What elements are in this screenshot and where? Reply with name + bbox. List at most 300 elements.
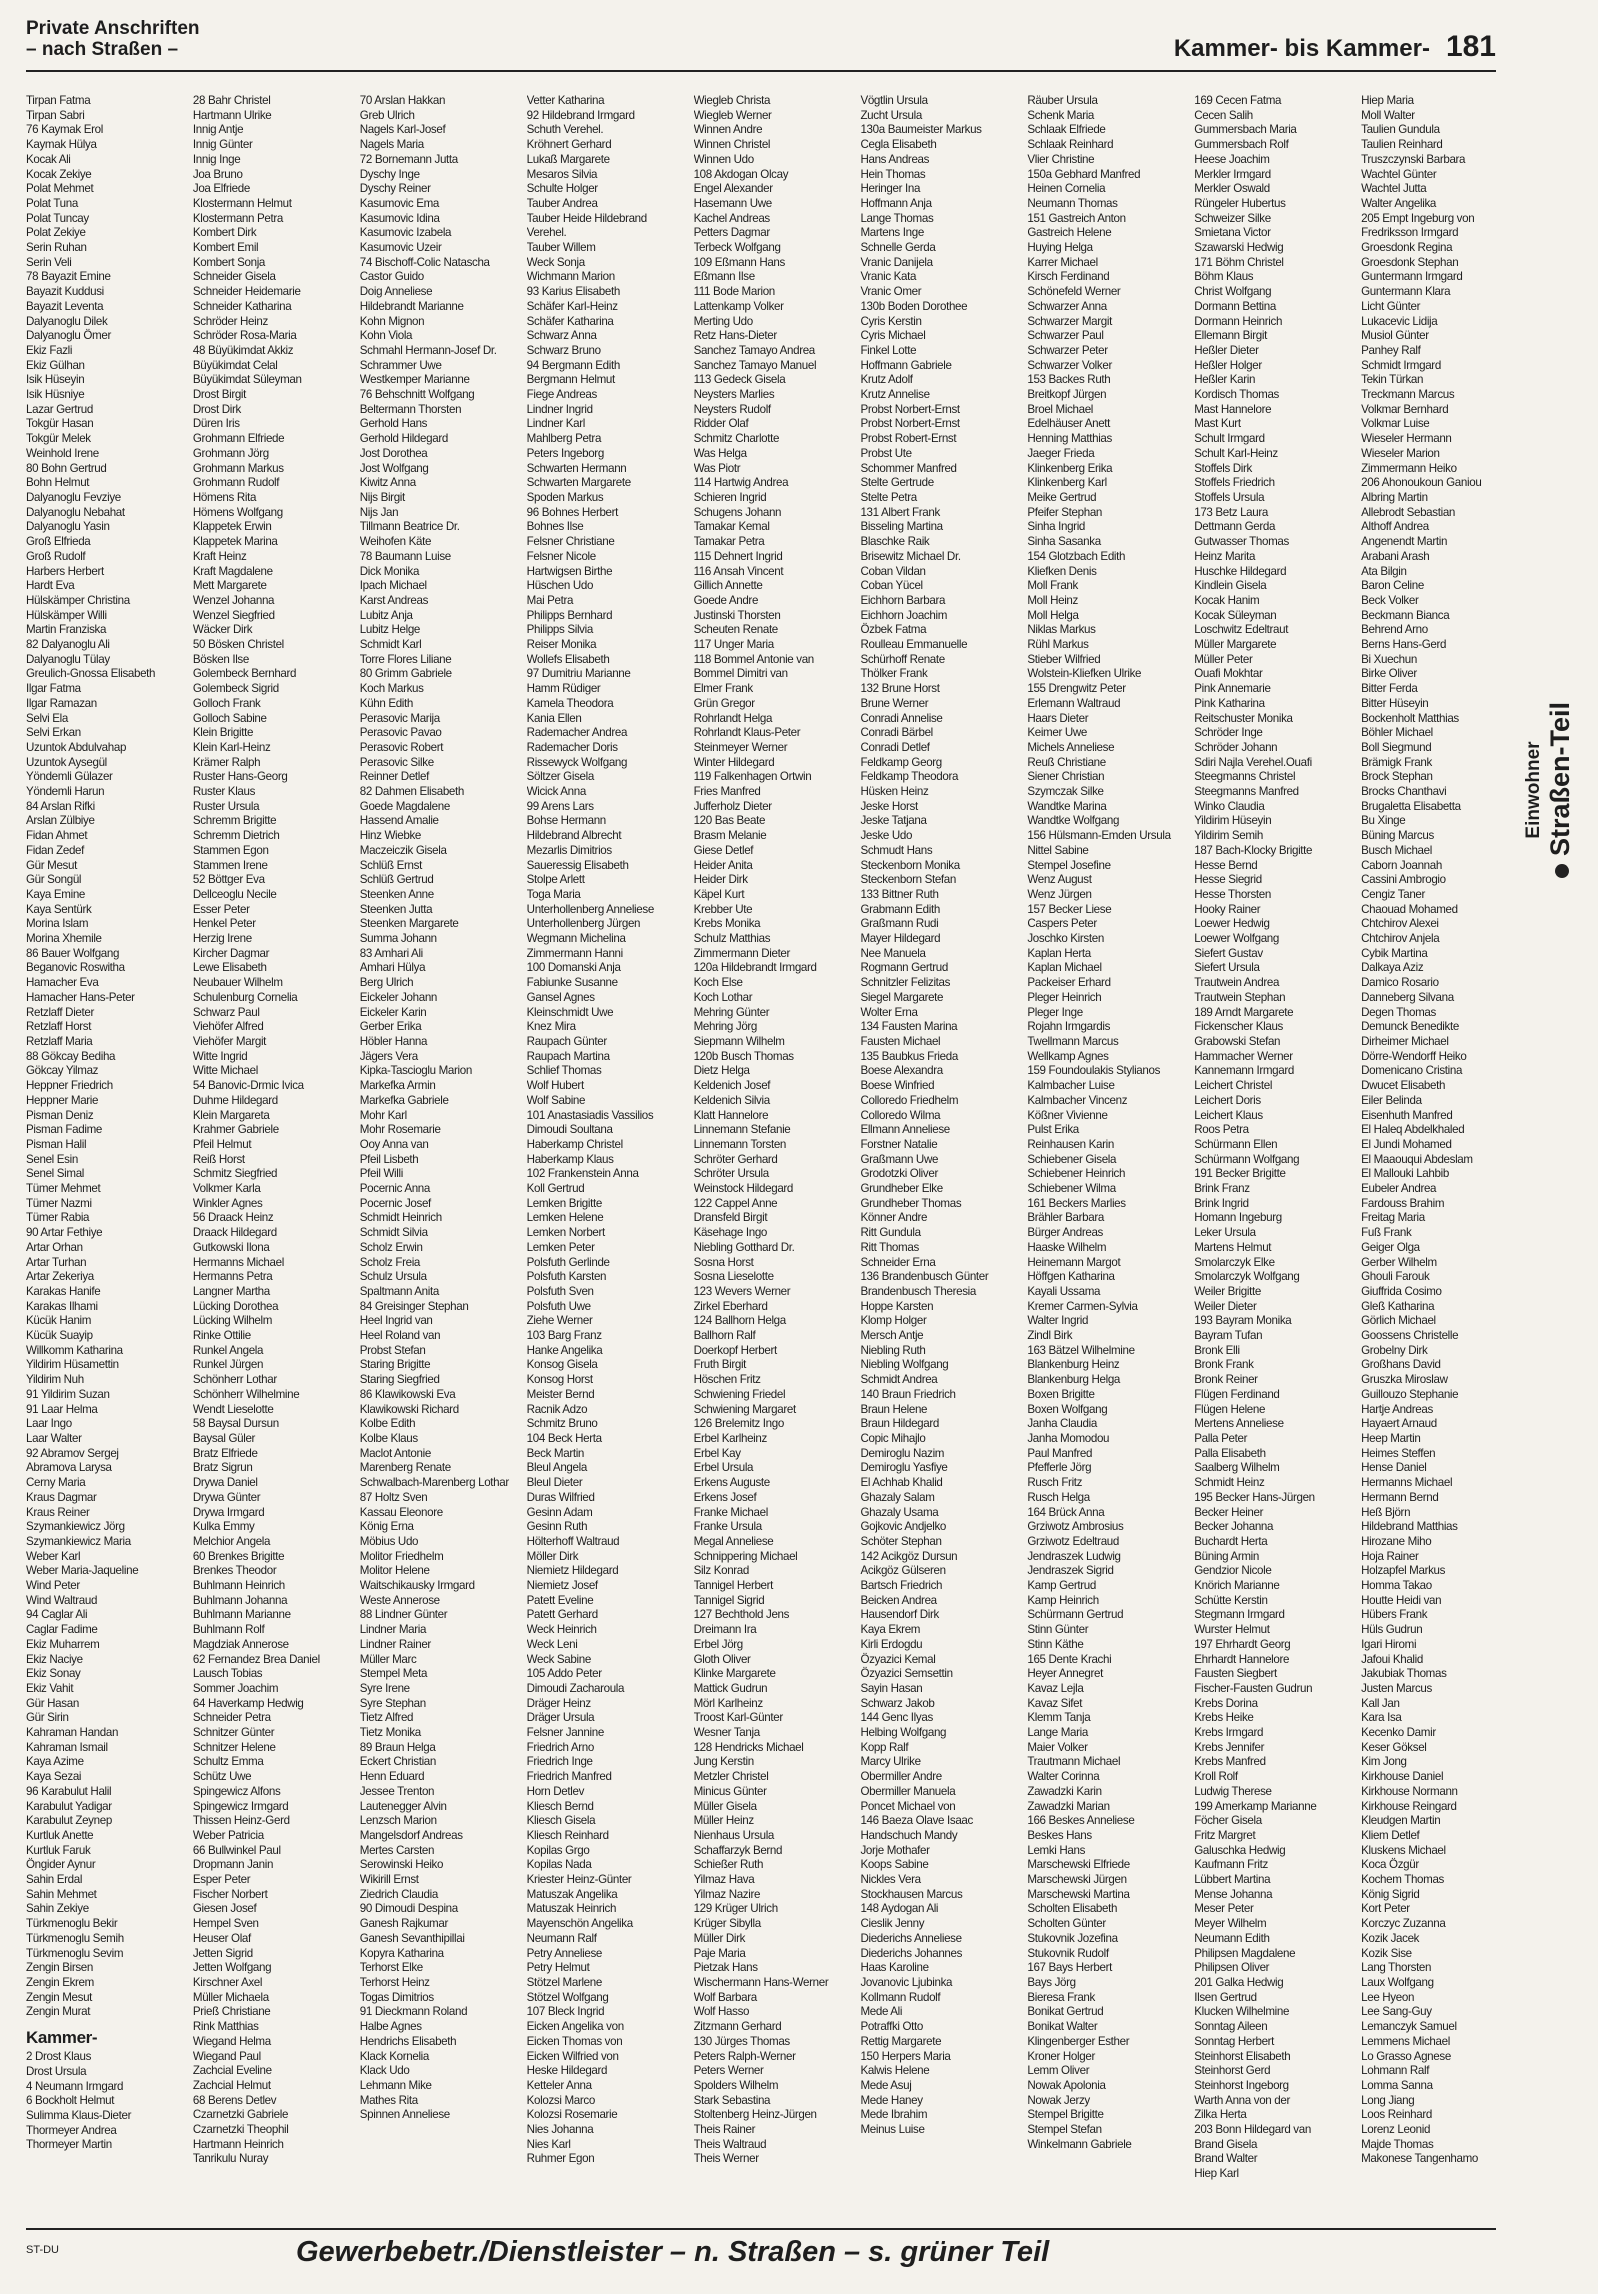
directory-entry: Özyazici Kemal [860, 1652, 936, 1666]
directory-entry: Probst Ute [860, 446, 912, 460]
directory-entry: Hamacher Eva [26, 976, 99, 990]
directory-entry: 150a Gebhard Manfred [1027, 167, 1141, 181]
directory-entry: Lorenz Leonid [1361, 2123, 1431, 2137]
directory-entry: 134 Fausten Marina [860, 1020, 958, 1034]
directory-entry: Artar Zekeriya [26, 1270, 94, 1284]
directory-entry: Tannigel Herbert [693, 1579, 774, 1593]
directory-entry: Buhlmann Rolf [192, 1623, 265, 1637]
directory-entry: Schiebener Wilma [1027, 1182, 1116, 1196]
directory-entry: Krüger Sibylla [693, 1917, 761, 1931]
directory-entry: Klomp Holger [860, 1314, 927, 1328]
directory-entry: Heske Hildegard [526, 2064, 608, 2078]
directory-entry: El Maaouqui Abdeslam [1361, 1152, 1473, 1166]
directory-entry: Dyschy Inge [359, 167, 420, 181]
directory-entry: Lubitz Anja [359, 608, 413, 622]
directory-entry: Schnitzler Felizitas [860, 976, 951, 990]
directory-entry: Kohn Mignon [359, 314, 425, 328]
directory-entry: Selvi Ela [26, 711, 68, 725]
directory-entry: Hildebrandt Marianne [359, 299, 464, 313]
directory-entry: Büning Marcus [1361, 829, 1434, 843]
directory-entry: Ganesh Sevanthipillai [359, 1931, 465, 1945]
directory-entry: Steenken Jutta [359, 902, 433, 916]
directory-entry: Martens Inge [860, 226, 924, 240]
directory-entry: Henkel Peter [192, 917, 256, 931]
directory-entry: 189 Arndt Margarete [1194, 1005, 1294, 1019]
directory-entry: Grziwotz Edeltraud [1027, 1534, 1119, 1548]
directory-column [527, 94, 692, 2212]
directory-entry: Winnen Udo [693, 152, 754, 166]
directory-entry: Chtchirov Alexei [1361, 917, 1439, 931]
directory-entry: Siegel Margarete [860, 990, 944, 1004]
directory-entry: Vranic Danijela [860, 255, 933, 269]
directory-entry: Trautwein Andrea [1194, 976, 1280, 990]
directory-entry: Weihofen Käte [359, 535, 432, 549]
directory-entry: Wegmann Michelina [526, 932, 626, 946]
directory-entry: Tanrikulu Nuray [192, 2152, 269, 2166]
directory-entry: Warth Anna von der [1194, 2093, 1290, 2107]
directory-entry: 88 Lindner Günter [359, 1608, 448, 1622]
directory-entry: Perasovic Pavao [359, 726, 442, 740]
directory-entry: Mersch Antje [860, 1329, 924, 1343]
directory-entry: Gutwasser Thomas [1194, 535, 1289, 549]
directory-entry: Knörich Marianne [1194, 1579, 1280, 1593]
directory-entry: Hasemann Uwe [693, 196, 772, 210]
directory-entry: Domenicano Cristina [1361, 1064, 1463, 1078]
directory-entry: Handschuch Mandy [860, 1828, 958, 1842]
directory-entry: Schiebener Heinrich [1027, 1167, 1126, 1181]
directory-entry: Kliesch Reinhard [526, 1828, 609, 1842]
directory-entry: Giese Detlef [693, 843, 754, 857]
directory-entry: Schlüß Gertrud [359, 873, 434, 887]
directory-entry: Linnemann Stefanie [693, 1123, 791, 1137]
directory-entry: Winter Hildegard [693, 755, 775, 769]
directory-entry: Schlaak Elfriede [1027, 123, 1106, 137]
directory-entry: Sanchez Tamayo Manuel [693, 358, 817, 372]
directory-entry: Lindner Karl [526, 417, 585, 431]
directory-entry: Szymankiewicz Jörg [26, 1520, 125, 1534]
directory-entry: Leker Ursula [1194, 1226, 1256, 1240]
directory-entry: Mast Hannelore [1194, 402, 1272, 416]
directory-entry: 151 Gastreich Anton [1027, 211, 1126, 225]
directory-entry: Brandenbusch Theresia [860, 1284, 976, 1298]
directory-entry: Lee Hyeon [1361, 1990, 1415, 2004]
directory-entry: Dalyanoglu Nebahat [26, 505, 125, 519]
directory-entry: Sonntag Aileen [1194, 2020, 1268, 2034]
directory-entry: Eiler Belinda [1361, 1093, 1422, 1107]
directory-entry: Jessee Trenton [359, 1784, 435, 1798]
directory-entry: Rüngeler Hubertus [1194, 196, 1286, 210]
directory-entry: Beckmann Bianca [1361, 608, 1450, 622]
directory-entry: 64 Haverkamp Hedwig [192, 1696, 304, 1710]
directory-entry: Tillmann Beatrice Dr. [359, 520, 460, 534]
directory-entry: Mertens Anneliese [1194, 1417, 1284, 1431]
directory-entry: Birke Oliver [1361, 667, 1417, 681]
directory-entry: Merkler Oswald [1194, 182, 1270, 196]
directory-entry: Molitor Friedhelm [359, 1549, 444, 1563]
directory-entry: Henn Eduard [359, 1770, 425, 1784]
directory-entry: Thissen Heinz-Gerd [192, 1814, 290, 1828]
directory-entry: Klostermann Petra [192, 211, 283, 225]
directory-entry: Gür Sirin [26, 1711, 69, 1725]
directory-entry: Ketteler Anna [526, 2078, 592, 2092]
directory-entry: 93 Karius Elisabeth [526, 285, 620, 299]
directory-entry: Doerkopf Herbert [693, 1343, 777, 1357]
directory-entry: Janha Momodou [1027, 1431, 1110, 1445]
directory-entry: Krahmer Gabriele [192, 1123, 279, 1137]
directory-entry: Colloredo Friedhelm [860, 1093, 959, 1107]
directory-entry: Sayin Hasan [860, 1681, 923, 1695]
directory-entry: Meyer Wilhelm [1194, 1917, 1267, 1931]
directory-entry: Nagels Karl-Josef [359, 123, 446, 137]
directory-entry: Huying Helga [1027, 241, 1093, 255]
directory-entry: Kaya Ekrem [860, 1623, 921, 1637]
directory-entry: Kremer Carmen-Sylvia [1027, 1299, 1138, 1313]
directory-entry: Pisman Deniz [26, 1108, 94, 1122]
directory-entry: Steenken Margarete [359, 917, 459, 931]
directory-entry: Perasovic Silke [359, 755, 434, 769]
directory-entry: Joa Bruno [192, 167, 243, 181]
directory-entry: Stoltenberg Heinz-Jürgen [693, 2108, 817, 2122]
directory-entry: Herzig Irene [192, 932, 252, 946]
directory-entry: Söltzer Gisela [526, 770, 594, 784]
directory-entry: Stempel Josefine [1027, 858, 1111, 872]
directory-entry: Goede Andre [693, 593, 759, 607]
directory-entry: 136 Brandenbusch Günter [860, 1270, 989, 1284]
directory-entry: 157 Becker Liese [1027, 902, 1112, 916]
directory-entry: Grohmann Jörg [192, 446, 269, 460]
directory-entry: Eickeler Karin [359, 1005, 427, 1019]
directory-entry: Janha Claudia [1027, 1417, 1097, 1431]
directory-entry: Kassau Eleonore [359, 1505, 443, 1519]
directory-entry: Wachtel Jutta [1361, 182, 1427, 196]
directory-entry: Cybik Martina [1361, 946, 1428, 960]
directory-entry: Klawikowski Richard [359, 1402, 459, 1416]
directory-entry: Ekiz Vahit [26, 1681, 74, 1695]
directory-entry: Weber Patricia [192, 1828, 264, 1842]
directory-entry: Trautmann Michael [1027, 1755, 1121, 1769]
directory-entry: Neumann Ralf [526, 1931, 597, 1945]
directory-entry: Bronk Frank [1194, 1358, 1254, 1372]
directory-entry: Syre Irene [359, 1681, 410, 1695]
directory-entry: Schneider Heidemarie [192, 285, 301, 299]
directory-entry: Silz Konrad [693, 1564, 750, 1578]
directory-entry: Bohn Helmut [26, 476, 90, 490]
directory-entry: 52 Böttger Eva [192, 873, 265, 887]
directory-entry: Stegmann Irmgard [1194, 1608, 1285, 1622]
directory-entry: Klinkenberg Karl [1027, 476, 1107, 490]
directory-entry: Runkel Angela [192, 1343, 264, 1357]
directory-entry: Torre Flores Liliane [359, 652, 452, 666]
directory-entry: Ekiz Sonay [26, 1667, 81, 1681]
directory-entry: Lausch Tobias [192, 1667, 263, 1681]
directory-entry: Eicken Wilfried von [526, 2049, 619, 2063]
directory-entry: Müller Margarete [1194, 638, 1277, 652]
directory-entry: Schmidt Silvia [359, 1226, 428, 1240]
directory-entry: Heuser Olaf [192, 1931, 251, 1945]
directory-entry: Hamm Rüdiger [526, 682, 601, 696]
directory-entry: Braun Helene [860, 1402, 928, 1416]
directory-entry: Hömens Rita [192, 490, 257, 504]
directory-entry: Möller Dirk [526, 1549, 579, 1563]
directory-entry: Bu Xinge [1361, 814, 1406, 828]
directory-entry: Merting Udo [693, 314, 753, 328]
directory-entry: Bohse Hermann [526, 814, 606, 828]
directory-entry: Jaeger Frieda [1027, 446, 1095, 460]
directory-entry: 130b Boden Dorothee [860, 299, 968, 313]
directory-entry: 131 Albert Frank [860, 505, 940, 519]
directory-entry: Föcher Gisela [1194, 1814, 1262, 1828]
directory-entry: Spingewicz Alfons [192, 1784, 281, 1798]
directory-entry: Peters Werner [693, 2064, 764, 2078]
directory-entry: Drost Dirk [192, 402, 241, 416]
directory-entry: Wendt Lieselotte [192, 1402, 274, 1416]
directory-entry: Homann Ingeburg [1194, 1211, 1282, 1225]
directory-entry: Roulleau Emmanuelle [860, 638, 968, 652]
directory-entry: Horn Detlev [526, 1784, 585, 1798]
directory-entry: 109 Eßmann Hans [693, 255, 785, 269]
directory-entry: Kirkhouse Normann [1361, 1784, 1458, 1798]
directory-entry: 54 Banovic-Drmic Ivica [192, 1079, 304, 1093]
directory-entry: Yildirim Nuh [26, 1373, 84, 1387]
directory-entry: Blankenburg Helga [1027, 1373, 1121, 1387]
directory-entry: Nagels Maria [359, 138, 424, 152]
directory-entry: 72 Bornemann Jutta [359, 152, 458, 166]
directory-entry: 91 Yildirim Suzan [26, 1387, 110, 1401]
directory-entry: Marenberg Renate [359, 1461, 451, 1475]
directory-entry: 114 Hartwig Andrea [693, 476, 789, 490]
directory-entry: Bayazit Leventa [26, 299, 104, 313]
directory-entry: Spolders Wilhelm [693, 2078, 779, 2092]
directory-entry: Mede Asuj [860, 2078, 912, 2092]
directory-entry: Stieber Wilfried [1027, 652, 1101, 666]
directory-entry: Schneider Erna [860, 1255, 936, 1269]
directory-entry: Mangelsdorf Andreas [359, 1828, 463, 1842]
directory-entry: Lemki Hans [1027, 1843, 1086, 1857]
directory-entry: Zirkel Eberhard [693, 1299, 768, 1313]
directory-entry: Unterhollenberg Anneliese [526, 902, 654, 916]
directory-entry: Tietz Alfred [359, 1711, 414, 1725]
directory-entry: Wesner Tanja [693, 1726, 760, 1740]
directory-entry: Bitter Ferda [1361, 682, 1418, 696]
directory-entry: Dalyanoglu Tülay [26, 652, 110, 666]
directory-entry: Henning Matthias [1027, 432, 1112, 446]
directory-entry: Schrammer Uwe [359, 358, 442, 372]
directory-entry: 96 Karabulut Halil [26, 1784, 112, 1798]
directory-entry: 119 Falkenhagen Ortwin [693, 770, 812, 784]
directory-entry: Winnen Andre [693, 123, 763, 137]
directory-entry: Hölterhoff Waltraud [526, 1534, 620, 1548]
directory-entry: Kolbe Edith [359, 1417, 416, 1431]
directory-entry: Koch Lothar [693, 990, 753, 1004]
directory-entry: Dalyanoglu Fevziye [26, 490, 121, 504]
directory-entry: Schäfer Katharina [526, 314, 614, 328]
directory-entry: Wolf Barbara [693, 1990, 757, 2004]
directory-entry: Kleinschmidt Uwe [526, 1005, 614, 1019]
directory-entry: Beicken Andrea [860, 1593, 937, 1607]
directory-entry: Long Jiang [1361, 2093, 1415, 2107]
directory-entry: Edelhäuser Anett [1027, 417, 1111, 431]
directory-entry: Mesaros Silvia [526, 167, 598, 181]
directory-entry: Duras Wilfried [526, 1490, 595, 1504]
directory-entry: Morina Islam [26, 917, 89, 931]
directory-entry: Wenz Jürgen [1027, 887, 1092, 901]
directory-entry: Runkel Jürgen [192, 1358, 264, 1372]
directory-entry: Was Helga [693, 446, 747, 460]
directory-entry: Kaya Emine [26, 887, 86, 901]
directory-entry: Hooky Rainer [1194, 902, 1261, 916]
directory-entry: Klucken Wilhelmine [1194, 2005, 1290, 2019]
directory-entry: Freitag Maria [1361, 1211, 1425, 1225]
directory-entry: Schürhoff Renate [860, 652, 945, 666]
sidebar-line2-text: Straßen-Teil [1545, 701, 1575, 857]
directory-entry: Beskes Hans [1027, 1828, 1092, 1842]
directory-entry: Melchior Angela [192, 1534, 271, 1548]
directory-entry: Togas Dimitrios [359, 1990, 434, 2004]
directory-entry: Franke Michael [693, 1505, 768, 1519]
directory-entry: 159 Foundoulakis Stylianos [1027, 1064, 1161, 1078]
directory-entry: Dwucet Elisabeth [1361, 1079, 1446, 1093]
directory-entry: Wäcker Dirk [192, 623, 253, 637]
directory-entry: Friedrich Inge [526, 1755, 593, 1769]
directory-entry: Ridder Olaf [693, 417, 749, 431]
directory-entry: Ludwig Therese [1194, 1784, 1272, 1798]
directory-entry: Houtte Heidi van [1361, 1593, 1442, 1607]
directory-columns [26, 94, 1526, 2212]
directory-entry: Yildirim Semih [1194, 829, 1263, 843]
directory-entry: Golembeck Sigrid [192, 682, 279, 696]
directory-entry: Eckert Christian [359, 1755, 437, 1769]
directory-entry: Kopilas Nada [526, 1858, 592, 1872]
directory-entry: Schmidt Andrea [860, 1373, 938, 1387]
directory-entry: 154 Glotzbach Edith [1027, 549, 1126, 563]
directory-entry: Heyer Annegret [1027, 1667, 1104, 1681]
directory-entry: Krebs Jennifer [1194, 1740, 1265, 1754]
directory-entry: Klemm Tanja [1027, 1711, 1091, 1725]
directory-entry: Bergmann Helmut [526, 373, 615, 387]
directory-entry: Schmitz Siegfried [192, 1167, 278, 1181]
directory-column [1194, 94, 1359, 2212]
directory-entry: Brink Ingrid [1194, 1196, 1249, 1210]
directory-entry: Greb Ulrich [359, 108, 415, 122]
directory-entry: Yildirim Hüsamettin [26, 1358, 119, 1372]
directory-entry: Mehring Jörg [693, 1020, 758, 1034]
directory-entry: Stempel Stefan [1027, 2123, 1102, 2137]
header-title [26, 18, 200, 60]
directory-entry: 90 Artar Fethiye [26, 1226, 103, 1240]
directory-entry: Fausten Siegbert [1194, 1667, 1277, 1681]
directory-entry: Kahraman Ismail [26, 1740, 108, 1754]
directory-entry: Wolter Erna [860, 1005, 918, 1019]
directory-entry: Ilgar Fatma [26, 682, 81, 696]
directory-entry: Toga Maria [526, 887, 581, 901]
directory-entry: Schmidt Irmgard [1361, 358, 1441, 372]
directory-entry: Meser Peter [1194, 1902, 1254, 1916]
directory-entry: Ekiz Muharrem [26, 1637, 100, 1651]
directory-entry: Treckmann Marcus [1361, 388, 1455, 402]
directory-entry: Hoja Rainer [1361, 1549, 1419, 1563]
directory-entry: Giuffrida Cosimo [1361, 1284, 1442, 1298]
directory-entry: Golloch Sabine [192, 711, 267, 725]
directory-entry: Meister Bernd [526, 1387, 595, 1401]
directory-entry: Kasumovic Ema [359, 196, 439, 210]
directory-entry: Wischermann Hans-Werner [693, 1976, 829, 1989]
directory-entry: Heppner Marie [26, 1093, 99, 1107]
directory-entry: Kombert Dirk [192, 226, 257, 240]
directory-entry: Schröder Inge [1194, 726, 1263, 740]
directory-entry: Groesdonk Stephan [1361, 255, 1459, 269]
directory-entry: Erkens Auguste [693, 1476, 770, 1490]
directory-entry: Schönherr Lothar [192, 1373, 277, 1387]
directory-entry: Brenkes Theodor [192, 1564, 277, 1578]
directory-entry: Höffgen Katharina [1027, 1270, 1115, 1284]
directory-entry: Lange Maria [1027, 1726, 1088, 1740]
directory-entry: 127 Bechthold Jens [693, 1608, 790, 1622]
directory-entry: Steenken Anne [359, 887, 434, 901]
directory-entry: Volkmar Luise [1361, 417, 1430, 431]
directory-entry: Flügen Ferdinand [1194, 1387, 1280, 1401]
directory-entry: Diederichs Johannes [860, 1946, 963, 1960]
directory-entry: Schlaak Reinhard [1027, 138, 1114, 152]
directory-entry: Mense Johanna [1194, 1887, 1273, 1901]
directory-entry: Jovanovic Ljubinka [860, 1976, 953, 1989]
directory-entry: Nee Manuela [860, 946, 926, 960]
directory-entry: 62 Fernandez Brea Daniel [192, 1652, 320, 1666]
directory-entry: Kiwitz Anna [359, 476, 416, 490]
directory-entry: Goossens Christelle [1361, 1329, 1459, 1343]
header-title-line1: Private Anschriften [26, 18, 200, 39]
directory-entry: Dettmann Gerda [1194, 520, 1276, 534]
directory-entry: Hans Andreas [860, 152, 930, 166]
directory-entry: Kleudgen Martin [1361, 1814, 1441, 1828]
directory-entry: Perasovic Robert [359, 740, 444, 754]
directory-entry: Kößner Vivienne [1027, 1108, 1108, 1122]
directory-entry: Westkemper Marianne [359, 373, 470, 387]
directory-entry: Dalyanoglu Dilek [26, 314, 108, 328]
directory-entry: Dellceoglu Necile [192, 887, 277, 901]
directory-entry: Tokgür Melek [26, 432, 91, 446]
directory-entry: Hermanns Michael [192, 1255, 284, 1269]
directory-entry: Kayali Ussama [1027, 1284, 1101, 1298]
directory-entry: Hammacher Werner [1194, 1049, 1293, 1063]
directory-entry: Müller Dirk [693, 1931, 746, 1945]
directory-entry: Krebs Monika [693, 917, 761, 931]
directory-entry: Prieß Christiane [192, 2005, 271, 2019]
directory-entry: Reinhausen Karin [1027, 1137, 1114, 1151]
directory-entry: Feldkamp Georg [860, 755, 942, 769]
directory-entry: El Mallouki Lahbib [1361, 1167, 1449, 1181]
directory-entry: Caspers Peter [1027, 917, 1097, 931]
directory-entry: Kluskens Michael [1361, 1843, 1446, 1857]
directory-entry: Haaske Wilhelm [1027, 1240, 1107, 1254]
directory-entry: Kaplan Michael [1027, 961, 1102, 975]
directory-entry: Kraus Reiner [26, 1505, 90, 1519]
directory-entry: Viehöfer Alfred [192, 1020, 264, 1034]
directory-entry: Retz Hans-Dieter [693, 329, 777, 343]
directory-entry: Dietz Helga [693, 1064, 750, 1078]
directory-entry: Twellmann Marcus [1027, 1035, 1119, 1048]
directory-entry: Schmidt Heinrich [359, 1211, 442, 1225]
directory-entry: Gür Songül [26, 873, 82, 887]
directory-entry: Ilsen Gertrud [1194, 1990, 1257, 2004]
directory-entry: Stelte Gertrude [860, 476, 934, 490]
directory-entry: Mörl Karlheinz [693, 1696, 763, 1710]
directory-entry: Patett Eveline [526, 1593, 594, 1607]
directory-entry: 130 Jürges Thomas [693, 2034, 790, 2048]
directory-entry: Makonese Tangenhamo [1361, 2152, 1479, 2166]
directory-entry: Dörre-Wendorff Heiko [1361, 1049, 1467, 1063]
directory-entry: 169 Cecen Fatma [1194, 94, 1282, 107]
directory-entry: 197 Ehrhardt Georg [1194, 1637, 1291, 1651]
